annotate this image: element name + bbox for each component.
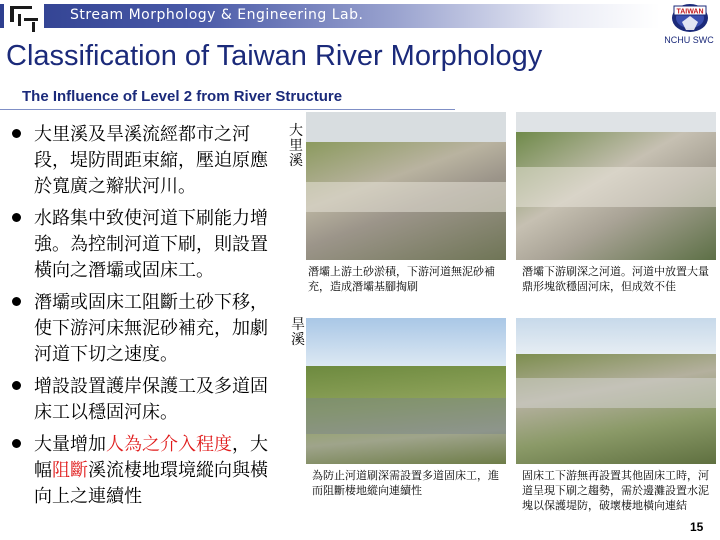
bullet-text: 大里溪及旱溪流經都市之河段，堤防間距束縮，壓迫原應於寬廣之辮狀河川。 bbox=[34, 124, 268, 197]
bullet-text: 潛壩或固床工阻斷土砂下移，使下游河床無泥砂補充，加劇河道下切之速度。 bbox=[34, 292, 268, 365]
bullet-text: 水路集中致使河道下刷能力增強。為控制河道下刷，則設置橫向之潛壩或固床工。 bbox=[34, 208, 268, 281]
photo-top-right bbox=[516, 112, 716, 260]
institution-label: NCHU SWC bbox=[664, 35, 714, 45]
section-subtitle: The Influence of Level 2 from River Structure bbox=[22, 88, 343, 105]
bullet-text-part: 溪流棲地環境縱向與橫向上之連續性 bbox=[34, 460, 268, 507]
photo-bottom-right bbox=[516, 318, 716, 464]
bullet-dot-icon bbox=[12, 381, 21, 390]
vertical-label-dali: 大里溪 bbox=[289, 123, 303, 169]
caption-top-left: 潛壩上游土砂淤積，下游河道無泥砂補充，造成潛壩基腳掏刷 bbox=[308, 265, 495, 293]
page-title: Classification of Taiwan River Morphology bbox=[6, 40, 543, 72]
page-number: 15 bbox=[690, 520, 704, 534]
photo-bottom-left bbox=[306, 318, 506, 464]
bullet-dot-icon bbox=[12, 129, 21, 138]
bullet-text-part: 大量增加 bbox=[34, 434, 106, 455]
emblem-label: TAIWAN bbox=[676, 8, 704, 16]
photo-top-left bbox=[306, 112, 506, 260]
header-banner bbox=[0, 0, 660, 34]
caption-top-right: 潛壩下游刷深之河道。河道中放置大量鼎形塊欲穩固河床，但成效不佳 bbox=[522, 265, 709, 293]
bullet-text-part: ，大幅 bbox=[34, 434, 268, 481]
bullet-highlight: 阻斷 bbox=[52, 460, 88, 481]
bullet-text bbox=[34, 432, 282, 510]
bullet-text: 增設設置護岸保護工及多道固床工以穩固河床。 bbox=[34, 376, 268, 423]
caption-bottom-left: 為防止河道刷深需設置多道固床工，進而阻斷棲地縱向連續性 bbox=[312, 469, 499, 497]
caption-bottom-right: 固床工下游無再設置其他固床工時，河道呈現下刷之趨勢，需於邊灘設置水泥塊以保護堤防，破壞棲地橫向連結 bbox=[522, 469, 709, 512]
subtitle-underline bbox=[0, 109, 455, 110]
bullet-dot-icon bbox=[12, 213, 21, 222]
lab-name: Stream Morphology & Engineering Lab. bbox=[70, 7, 364, 23]
lab-logo-icon bbox=[4, 4, 44, 34]
bullet-highlight: 人為之介入程度 bbox=[106, 434, 232, 455]
bullet-dot-icon bbox=[12, 439, 21, 448]
vertical-label-han: 旱溪 bbox=[291, 317, 305, 348]
bullet-dot-icon bbox=[12, 297, 21, 306]
